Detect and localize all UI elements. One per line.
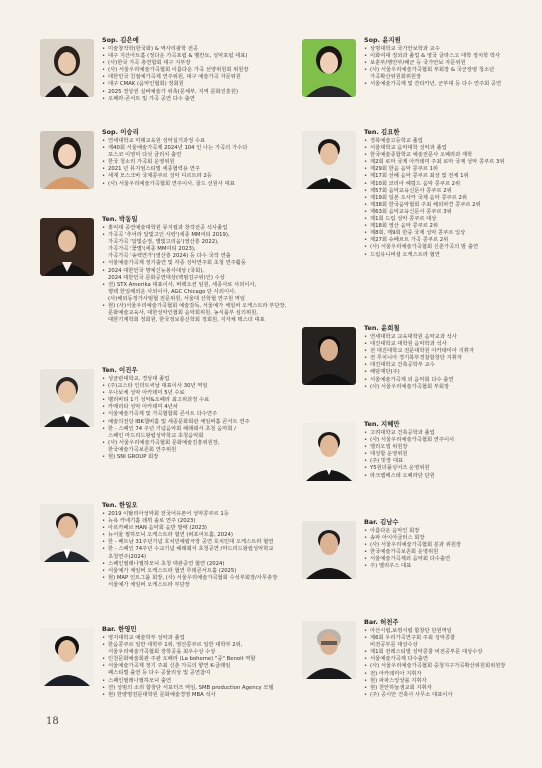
bio-item: • (주)교스타 인더트씨날 대표이사 30년 역임 bbox=[102, 383, 280, 390]
bio-item: • 제29회 한음 음악 콩쿠르 1위 bbox=[364, 166, 532, 173]
bio-item: • 우나보체 성악 아카데미 5년 수료 bbox=[102, 390, 280, 397]
bio-item: • 서울예술가곡제 및 가곡협합회 콘서트 다수연주 bbox=[102, 411, 280, 418]
bio-item: • 한 - 스페인 74 주년 기념음악회 헤래웨서 초청 음악회 / bbox=[102, 426, 280, 433]
bio-item: • 뉴욕 카네기홀 데뷔 솔로 연주 (2023) bbox=[102, 518, 280, 525]
page-number: 18 bbox=[46, 716, 59, 727]
bio-item: • (사) 서울우리예술가곡협회 중청지구가곡확산위원회위원장 bbox=[364, 663, 532, 670]
bio-item: • 대구 지산아트홀 (정다운 가곡포럼 & 벨칸토, 성악포럼 대표) bbox=[102, 53, 280, 60]
performer-photo bbox=[40, 628, 94, 686]
bio-item: • 현) 한양명전문대학원 문화예술경영 MBA 석사 bbox=[102, 692, 280, 699]
bio-item: • 현) SNI GROUP 회장 bbox=[102, 454, 280, 461]
bio-item: • 연세대학교 교육대학원 음악교과 석사 bbox=[364, 334, 532, 341]
bio-item: • 대진대학교 대학원 음악학과 석사 bbox=[364, 341, 532, 348]
bio-item: • 현) 천안하늘샘교회 지휘자 bbox=[364, 685, 532, 692]
bio-item: • 대진대학교 건축공학부 교수 bbox=[364, 362, 532, 369]
right-column bbox=[302, 36, 532, 728]
bio-item: • 제57회 음악교육신문사 콩쿠르 2위 bbox=[364, 188, 532, 195]
bio-item: • 전 루치니아 경기북부경찰합창단 지휘자 bbox=[364, 355, 532, 362]
bio-item: • 2019 이탈리아성악회 전국어유폰어 성악콩쿠르 1등 bbox=[102, 511, 280, 518]
performer-name: Bar. 한영민 bbox=[102, 625, 137, 633]
bio-item: • 이화여대 정외과 졸업 & 영국 글라스고 대학 정치학 박사 bbox=[364, 53, 532, 60]
performer-entry bbox=[302, 128, 532, 324]
bio-item: • 전) STX Amerika 대표이사, 버팩오션 임원, 세종사로 사외이사, bbox=[102, 282, 280, 289]
bio-item: • 제2회 로마 국제 아카데미 주최 로마 국제 성악 콩쿠르 3위 bbox=[364, 159, 532, 166]
bio-item: • 제19회 일본 오사카 국제 음악 콩쿠르 2위 bbox=[364, 195, 532, 202]
bio-item: • (주) 빗장 대표 bbox=[364, 458, 532, 465]
bio-item: • 한음콩쿠르 일반 대학부 1위, 영산콩쿠르 일반 대학부 2위, bbox=[102, 642, 280, 649]
bio-item: • 주) 멜리우스 대표 bbox=[364, 563, 532, 570]
bio-item: • (사) 서울우리예술가곡협회 부회장 & 국군장병 청소년 bbox=[364, 67, 532, 74]
performer-entry bbox=[40, 501, 280, 625]
bio-item: • 한국 청소리 가곡회 운영위원 bbox=[102, 159, 280, 166]
performer-photo bbox=[302, 131, 356, 189]
performer-entry bbox=[40, 215, 287, 366]
bio-item: 페스티벌 출연 등 다수 공물리상 및 공연참여 bbox=[108, 670, 211, 677]
performer-name: Ten. 한일오 bbox=[102, 501, 138, 509]
bio-item: • 2024 대한민국 명예신뉴봉사대상 (국회), bbox=[102, 268, 280, 275]
bio-item: • 제1회 드림 성악 콩쿠르 대상 bbox=[364, 216, 532, 223]
bio-item: 대한기계학회 정회원, 한국정보통신학회 정회원, 지자체 택스더 대표 bbox=[108, 317, 265, 324]
performer-photo bbox=[302, 39, 356, 97]
bio-item: • Y5원더플싱어즈 운영위원 bbox=[364, 465, 532, 472]
bio-item: • 제17회 선혜 음악 콩쿠르 최상 및 전체 1위 bbox=[364, 173, 532, 180]
bio-item: • 한국예술가곡보존회 운영위원 bbox=[364, 549, 532, 556]
bio-item: • (사) 서울우리예술가곡협회 신춘가곡의 밤 출연 bbox=[364, 244, 532, 251]
bio-item: • 대구 CMAK (음악인협회) 정회원 bbox=[102, 81, 280, 88]
performer-entry bbox=[40, 36, 280, 128]
performer-entry bbox=[302, 324, 532, 420]
bio-item: • 경북예술고등학교 졸업 bbox=[364, 138, 532, 145]
bio-item: • 제38회 한국음악협회 주최 해외파견 콩쿠르 2위 bbox=[364, 202, 532, 209]
performer-name: Ten. 이진우 bbox=[102, 366, 138, 374]
performer-photo bbox=[40, 504, 94, 562]
bio-item: • 제10회 코리아 헤럴드 음악 콩쿠르 2위 bbox=[364, 181, 532, 188]
bio-item: • 연세대학교 미래교육원 성악실기과정 수료 bbox=[102, 138, 280, 145]
performer-entry bbox=[40, 625, 280, 725]
bio-item: • 대한민국 친절예가곡제 연주위원, 대구 예술가곡 자문위원 bbox=[102, 74, 280, 81]
bio-item: • 아산시립,보령시립 합창단 단원역임 bbox=[364, 628, 532, 635]
bio-item: • 미술창작학(한국화) & 역사리광학 전공 bbox=[102, 46, 280, 53]
performer-name: Sop. 김은애 bbox=[102, 36, 139, 44]
bio-item: • 뉴서울 필하모닉 오케스트라 협연 (퍼포어트홀, 2024) bbox=[102, 532, 280, 539]
bio-item: • 한 - 베트남 31주년기념 호치민예립극장 공연 호치민대 오케스트라 협연 bbox=[102, 539, 280, 546]
bio-item: • 제6회 우리가곡연구회 주최 성악콩쿨 bbox=[364, 635, 532, 642]
bio-item: • 스페인필레나필하모닉 출연 bbox=[102, 678, 280, 685]
bio-item: • 현) MAP 인트그룹 회장, (사) 서울우리예술가곡협회 수석부회장/사무총장 bbox=[102, 575, 280, 582]
bio-item: • (사)한국 가곡 총연합회 대구 지부장 bbox=[102, 60, 280, 67]
bio-item: 가곡가곡 '달빛순정, 별빛고리움'(영산흥 2022), bbox=[108, 239, 219, 246]
bio-item: • 카메리타 성악 아카데미 4년차 bbox=[102, 404, 280, 411]
bio-item: • 서울대학교 음악대학 성악과 졸업 bbox=[364, 145, 532, 152]
bio-item: • 대성합 운영위원 bbox=[364, 451, 532, 458]
bio-item: • (사) 서울우리예술가곡협회 분과 위원장 bbox=[364, 542, 532, 549]
bio-item: • 상명대학교 국가안보학과 교수 bbox=[364, 46, 532, 53]
performer-name: Ten. 박동일 bbox=[102, 215, 138, 223]
bio-item: • 송파 아이아클러스 회장 bbox=[364, 535, 532, 542]
bio-item: • 전) 성범의 소리 합창단 서포터즈 역임, SMB production Agency 모델 bbox=[102, 685, 280, 692]
performer-name: Ten. 윤희철 bbox=[364, 324, 400, 332]
bio-item: • 제18회 영산 음악 콩쿠르 2위 bbox=[364, 223, 532, 230]
bio-item: 가곡가곡 '송백연가'(영산흥 2024) 등 다수 국작 연출 bbox=[108, 253, 231, 260]
bio-item: • 서울예술가곡제외 음악회 다수출연 bbox=[364, 556, 532, 563]
bio-item: • 스페인필레나필하모닉 초청 대관공연 협연 (2024) bbox=[102, 561, 280, 568]
performer-photo bbox=[40, 369, 94, 427]
bio-item: • 현) 파파스앙상블 지휘자 bbox=[364, 678, 532, 685]
performer-name: Sop. 이승리 bbox=[102, 128, 139, 136]
bio-item: • 한국예술종합학교 예술전문사 오페라과 재학 bbox=[364, 152, 532, 159]
bio-item: • 2021 년 뮤지엄스티벌 세종협력용 연주 bbox=[102, 166, 280, 173]
bio-item: • 드림유니버셜 오케스트라 협연 bbox=[364, 252, 532, 259]
performer-name: Sop. 윤지원 bbox=[364, 36, 401, 44]
left-column bbox=[40, 36, 287, 725]
performer-photo bbox=[302, 327, 356, 385]
bio-item: • 서울예술가곡제 외 음악회 다수 출연 bbox=[364, 377, 532, 384]
performer-entry bbox=[302, 36, 532, 128]
bio-item: • 제27회 슈베르트 가곡 콩쿠르 2위 bbox=[364, 237, 532, 244]
bio-item: • 세계 모스크바 국제콩쿠르 성악 디르트라 2등 bbox=[102, 173, 280, 180]
bio-item: 가곡확산위원회위원장 bbox=[370, 74, 422, 81]
bio-item: • 라크렘메스테 오페라단 단원 bbox=[364, 473, 532, 480]
performer-name: Ten. 김요한 bbox=[364, 128, 400, 136]
bio-item: 가곡가곡 '꽃별'(세종 MM여티 2023), bbox=[108, 246, 196, 253]
bio-item: • 아름다운 음악인 회장 bbox=[364, 528, 532, 535]
performer-entry bbox=[40, 128, 280, 215]
bio-item: • 한 - 스페인 74주년 수교기념 헤래웨서 초청공연 /마드리드왕립성악학교 bbox=[102, 546, 280, 553]
bio-item: • 예술의전당 IBK챔버홀 및 세종문화회관 체임버홀 콘서트 연주 bbox=[102, 419, 280, 426]
bio-item: • 홍익대 공연예술대학원 뮤지컬과 창작전공 석사졸업 bbox=[102, 225, 280, 232]
performer-name: Bar. 허천주 bbox=[364, 618, 399, 626]
bio-item: 한국예술가곡보존회 연주위원 bbox=[108, 446, 177, 453]
bio-item: • 서울예술가곡제 및 잔타카년, 군부대 등 다수 연주회 공연 bbox=[364, 81, 532, 88]
bio-item: • 해담재단(주) bbox=[364, 369, 532, 376]
bio-item: • 가곡곡 '추어라 달빛고인 사랑'(세종 MM여티 2019), bbox=[102, 232, 280, 239]
performer-name: Ten. 지혜만 bbox=[364, 420, 400, 428]
bio-item: 초청연주(2024) bbox=[108, 553, 147, 560]
bio-item: 비전공부문 대상수상 bbox=[370, 642, 418, 649]
bio-item: • (사) 서울우리예술가곡협회 연주이사 bbox=[364, 437, 532, 444]
bio-item: 스페인 마드리드왕립성악학교 초청음악회 bbox=[108, 432, 204, 439]
bio-item: • 고려대학교 건축공학과 졸업 bbox=[364, 430, 532, 437]
performer-photo bbox=[40, 218, 94, 276]
bio-item: • 전) 아카데미아 지휘자 bbox=[364, 671, 532, 678]
bio-item: • 인천문화예술회관 주관 오페라 (La boheme) "중" Benoit 역할 bbox=[102, 656, 280, 663]
bio-item: 포스코 이영미 다섯 클리치 출연 bbox=[108, 152, 182, 159]
bio-item: 서울우리예술가곡협회 장학공을 최우수상 수상 bbox=[108, 649, 216, 656]
bio-item: (사)해외동정가사범협 전문위원, 서울대 산학협 연구원 역임 bbox=[108, 295, 246, 302]
bio-item: • 벨리바티 1기 성악&오페라 최고위과정 수료 bbox=[102, 397, 280, 404]
bio-item: • 전 대진대학교 전문대학원 아카데미아 지휘자 bbox=[364, 348, 532, 355]
bio-item: 2024 대한민국 문화공연대상(백범김구위)인) 수상 bbox=[108, 274, 225, 281]
bio-item: 서울예가 체임버 오케스트라 부단장 bbox=[108, 581, 190, 588]
bio-item: • (사) 서울우리예술가곡협회 연주이사, 골드 선원사 대표 bbox=[102, 181, 280, 188]
bio-item: • 오페라·콘서트 및 가곡 공연 다수 출연 bbox=[102, 96, 280, 103]
bio-item: • 서울예술가곡제 정기출연 및 각종 성악연주회 초청 연주활동 bbox=[102, 260, 280, 267]
performer-entry bbox=[302, 618, 532, 728]
performer-photo bbox=[40, 39, 94, 97]
bio-item: • 영지대학교 예술학부 성악과 졸업 bbox=[102, 635, 280, 642]
bio-item: • 제40회 서울예술가곡제 2024년 104 인 나는 가곡의 가수다 bbox=[102, 145, 280, 152]
bio-item: 문화예술교육사, 대한성악인협회 음악회위원, 농식품부 심의위원, bbox=[108, 310, 258, 317]
bio-item: 평택 한일해외운 사외이사, AGC Chicago 단 사외이사, bbox=[108, 288, 236, 295]
bio-item: • 성균관대학교, 경상대 졸업 bbox=[102, 376, 280, 383]
performer-entry bbox=[40, 366, 280, 501]
performer-name: Bar. 김남수 bbox=[364, 518, 399, 526]
performer-entry bbox=[302, 518, 532, 618]
bio-item: • (사) 서울우리예술가곡협회 부회장 bbox=[364, 384, 532, 391]
bio-item: • 엘리오넬 위원장 bbox=[364, 444, 532, 451]
bio-item: • 제63회 음악교육신문사 콩쿠르 3위 bbox=[364, 209, 532, 216]
bio-item: • 서울예술가곡제 정기 주최 신춘 가곡의 향연 K-클래임 bbox=[102, 663, 280, 670]
bio-item: • 서울예술가곡제 다수출연 bbox=[364, 656, 532, 663]
performer-entry bbox=[302, 420, 532, 518]
bio-item: • (주) 공시안 건축사 사무소 대표이사 bbox=[364, 692, 532, 699]
bio-item: • 2025 경상권 실버예술가 위촉(문체부, 지역 문화진흥원) bbox=[102, 89, 280, 96]
performer-photo bbox=[302, 423, 356, 481]
bio-item: • (사) 서울우리예술가곡협회 문화예술진흥위원장, bbox=[102, 440, 280, 447]
performer-photo bbox=[40, 131, 94, 189]
performer-photo bbox=[302, 521, 356, 579]
bio-item: • 아르카페브 HAN 음악회 음반 발매 (2023) bbox=[102, 525, 280, 532]
bio-item: • 제1회 전레스티벌 성악콩쿨 비전공부문 대상수상 bbox=[364, 649, 532, 656]
performer-photo bbox=[302, 621, 356, 679]
bio-item: • (사) 서울우리예술가곡협회 이름다운 가곡 선양위원회 위원장 bbox=[102, 67, 280, 74]
bio-item: • 제8회, 제9회 한중 국제 성악 콩쿠르 입상 bbox=[364, 230, 532, 237]
bio-item: • 서울예가 체임버 오케스트라 협연 루데콘서트홀 (2025) bbox=[102, 568, 280, 575]
bio-item: • 현) (사)서울우리예술가곡협회 예술감독, 서울예가 체일써 오케스트라 부단장, bbox=[102, 303, 280, 310]
bio-item: • 보훈부/행안부/해군 등 국가안보 자문위원 bbox=[364, 60, 532, 67]
